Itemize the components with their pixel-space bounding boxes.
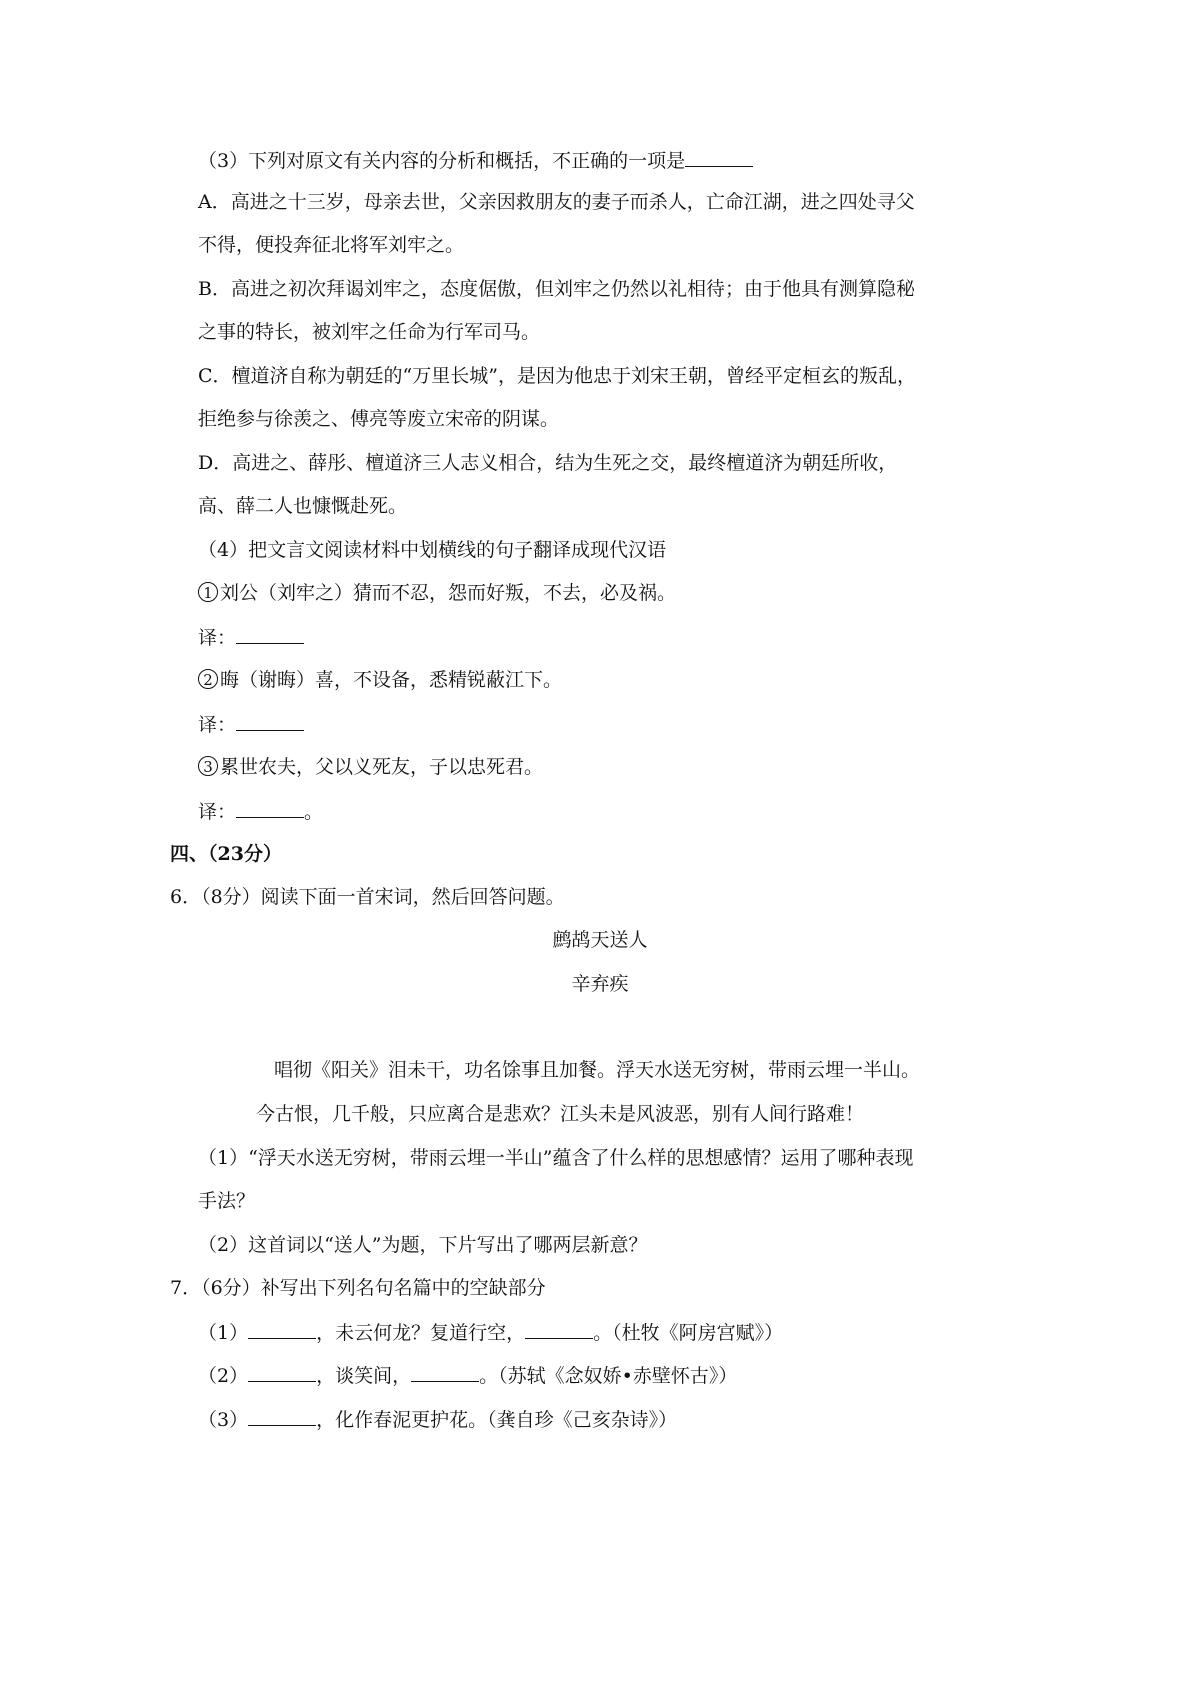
fill-blank-2b[interactable] [411,1363,479,1382]
circled-number-3: 3 [198,756,218,776]
translation-2: 译： [198,712,304,737]
translation-blank-2[interactable] [236,712,304,731]
sentence-1: 1 刘公（刘牢之）猜而不忍，怨而好叛，不去，必及祸。 [198,581,676,605]
circled-number-2: 2 [198,669,218,689]
q7-line-3: （3） ，化作春泥更护花。（龚自珍《己亥杂诗》） [198,1409,678,1431]
q7-line-2: （2） ，谈笑间， 。（苏轼《念奴娇•赤壁怀古》） [198,1365,738,1387]
q5-sub4-stem: （4）把文言文阅读材料中划横线的句子翻译成现代汉语 [198,539,667,561]
q6-sub1-line2: 手法？ [198,1190,256,1212]
q6-stem: 6．（8分）阅读下面一首宋词，然后回答问题。 [170,886,565,908]
poem-title: 鹧鸪天送人 [552,929,648,951]
section-heading: 四、（23分） [170,843,282,865]
poem-line-2: 今古恨，几千般，只应离合是悲欢？江头未是风波恶，别有人间行路难！ [256,1103,865,1125]
q6-sub2: （2）这首词以“送人”为题，下片写出了哪两层新意？ [198,1234,648,1256]
fill-blank-3[interactable] [248,1407,316,1426]
option-c-line1: C．檀道济自称为朝廷的“万里长城”，是因为他忠于刘宋王朝，曾经平定桓玄的叛乱， [198,365,916,387]
q5-sub3-stem: （3）下列对原文有关内容的分析和概括，不正确的一项是 [198,148,753,173]
translation-1: 译： [198,625,304,650]
poem-author: 辛弃疾 [571,973,629,995]
option-a-line1: A．高进之十三岁，母亲去世，父亲因救朋友的妻子而杀人，亡命江湖，进之四处寻父 [198,191,915,213]
q7-stem: 7．（6分）补写出下列名句名篇中的空缺部分 [170,1277,546,1299]
option-d-line2: 高、薛二人也慷慨赴死。 [198,495,408,517]
answer-blank[interactable] [685,148,753,167]
option-b-line2: 之事的特长，被刘牢之任命为行军司马。 [198,321,541,343]
fill-blank-1a[interactable] [248,1320,316,1339]
translation-blank-3[interactable] [236,799,304,818]
fill-blank-1b[interactable] [525,1320,593,1339]
option-a-line2: 不得，便投奔征北将军刘牢之。 [198,234,465,256]
circled-number-1: 1 [198,582,218,602]
sentence-3: 3 累世农夫，父以义死友，子以忠死君。 [198,755,543,779]
fill-blank-2a[interactable] [248,1363,316,1382]
translation-blank-1[interactable] [236,625,304,644]
q7-line-1: （1） ，未云何龙？复道行空， 。（杜牧《阿房宫赋》） [198,1322,784,1344]
option-d-line1: D．高进之、薛彤、檀道济三人志义相合，结为生死之交，最终檀道济为朝廷所收， [198,452,898,474]
option-c-line2: 拒绝参与徐羡之、傅亮等废立宋帝的阴谋。 [198,408,560,430]
translation-3: 译： 。 [198,801,324,823]
q6-sub1-line1: （1）“浮天水送无穷树，带雨云埋一半山”蕴含了什么样的思想感情？运用了哪种表现 [198,1147,914,1169]
sentence-2: 2 晦（谢晦）喜，不设备，悉精锐蔽江下。 [198,668,562,692]
poem-line-1: 唱彻《阳关》泪未干，功名馀事且加餐。浮天水送无穷树，带雨云埋一半山。 [274,1059,921,1081]
option-b-line1: B．高进之初次拜谒刘牢之，态度倨傲，但刘牢之仍然以礼相待；由于他具有测算隐秘 [198,278,915,300]
